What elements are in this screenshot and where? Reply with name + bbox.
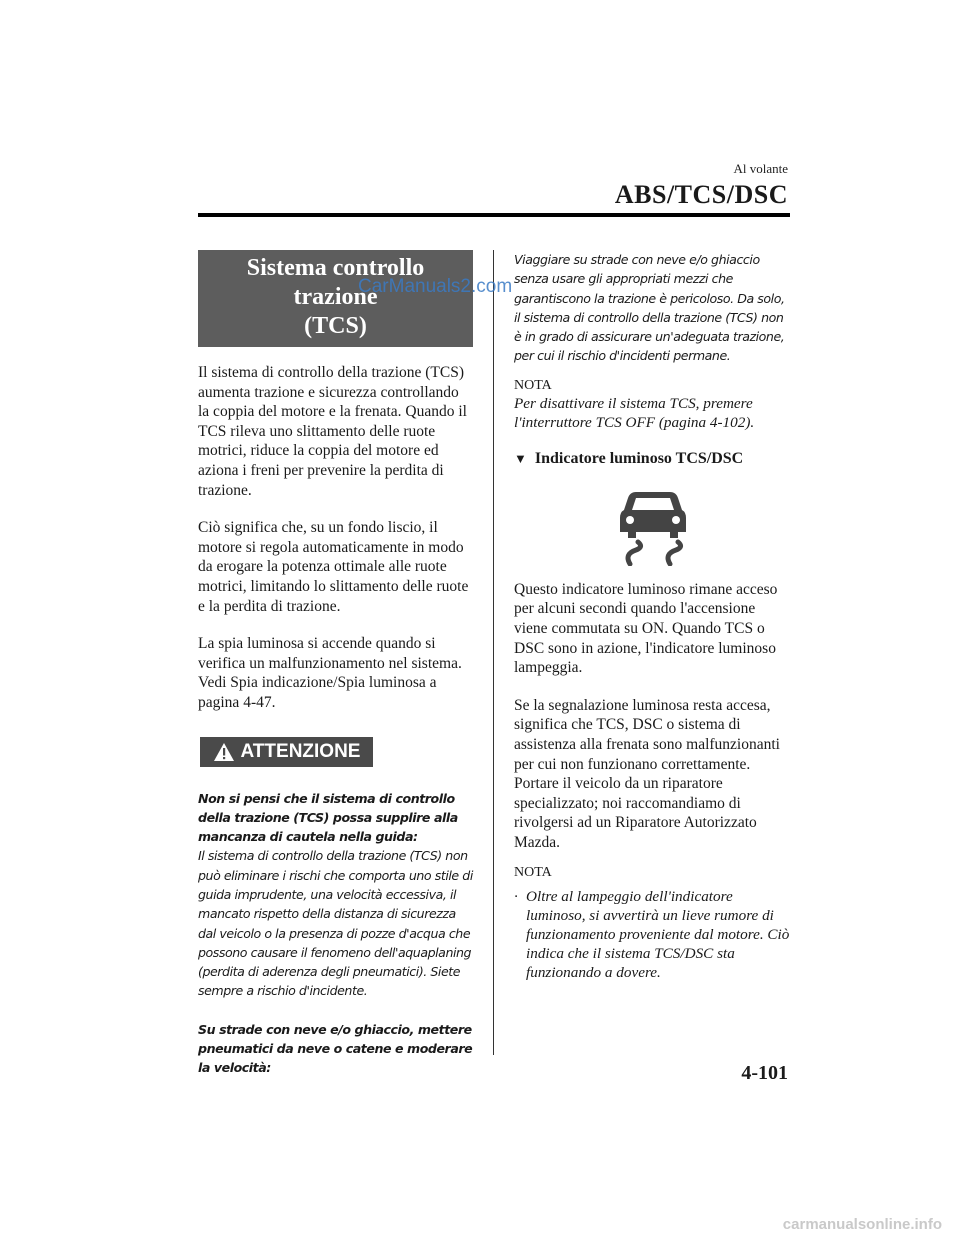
warning-triangle-icon bbox=[213, 742, 235, 762]
watermark-bottom: carmanualsonline.info bbox=[782, 1216, 942, 1233]
warning-box bbox=[200, 737, 373, 767]
tcs-dsc-indicator bbox=[618, 488, 688, 566]
warning-light-paragraph: La spia luminosa si accende quando si verifica un malfunzionamento nel sistema. Vedi Spia indicazione/Spia luminosa a pagina 4-47. bbox=[198, 635, 462, 711]
indicator-paragraph-1: Questo indicatore luminoso rimane acceso per alcuni secondi quando l'accensione viene commutata su ON. Quando TCS o DSC sono in azione, l'indicatore luminoso lampeggia. bbox=[514, 580, 778, 677]
warning-text-2: Viaggiare su strade con neve e/o ghiaccio senza usare gli appropriati mezzi che garantiscono la trazione è pericoloso. Da solo, il sistema di controllo della trazione (TCS) non è in grado di assicurare un'adeguata trazione, per cui il rischio d'incidenti permane. bbox=[514, 252, 785, 364]
warning-text-1: Il sistema di controllo della trazione (TCS) non può eliminare i rischi che comporta uno stile di guida imprudente, una velocità eccessiva, il mancato rispetto della distanza di sicurezza dal veicolo o la presenza di pozze d'acqua che possono causare il fenomeno dell'aquaplaning (perdita di aderenza degli pneumatici). Siete sempre a rischio d'incidente. bbox=[198, 848, 473, 999]
left-column bbox=[198, 250, 473, 1078]
warning-bold-1: Non si pensi che il sistema di controllo della trazione (TCS) possa supplire alla mancanza di cautela nella guida: bbox=[198, 790, 458, 845]
nota-label: NOTA bbox=[514, 377, 552, 393]
right-column bbox=[514, 250, 790, 982]
page-header-title: ABS/TCS/DSC bbox=[614, 180, 788, 209]
nota-text: Per disattivare il sistema TCS, premere l'interruttore TCS OFF (pagina 4-102). bbox=[514, 394, 755, 431]
indicator-paragraph-2: Se la segnalazione luminosa resta accesa, significa che TCS, DSC o sistema di assistenza alla frenata sono malfunzionanti per cui non funzionano correttamente. Portare il veicolo da un riparatore specializzato; noi raccomandiamo di rivolgersi ad un Riparatore Autorizzato Mazda. bbox=[514, 696, 780, 851]
warning-label: ATTENZIONE bbox=[240, 740, 361, 762]
bullet-dot-icon: · bbox=[514, 887, 518, 905]
watermark-top: CarManuals2.com bbox=[358, 276, 513, 297]
warning-bold-2: Su strade con neve e/o ghiaccio, mettere pneumatici da neve o catene e moderare la velocità: bbox=[198, 1021, 473, 1076]
indicator-heading-text: Indicatore luminoso TCS/DSC bbox=[534, 449, 744, 467]
nota-bullet-item bbox=[514, 887, 790, 982]
section-title-line2: (TCS) bbox=[304, 313, 367, 339]
slippery-surface-paragraph: Ciò significa che, su un fondo liscio, il motore si regola automaticamente in modo da erogare la potenza ottimale alle ruote motrici, limitando lo slittamento delle ruote e la perdita di trazione. bbox=[198, 519, 469, 615]
section-title-line1: Sistema controllo trazione bbox=[246, 255, 425, 310]
tcs-dsc-skidding-car-icon bbox=[618, 488, 688, 566]
nota-bullet-text: Oltre al lampeggio dell'indicatore luminoso, si avvertirà un lieve rumore di funzionamento proveniente dal motore. Ciò indica che il sistema TCS/DSC sta funzionando a dovere. bbox=[526, 887, 790, 981]
indicator-heading bbox=[514, 450, 790, 468]
nota-label-2: NOTA bbox=[514, 864, 552, 880]
intro-paragraph: Il sistema di controllo della trazione (TCS) aumenta trazione e sicurezza controllando la coppia del motore e la frenata. Quando il TCS rileva uno slittamento delle ruote motrici, riduce la coppia del motore ed aziona i freni per prevenire la perdita di trazione. bbox=[198, 364, 467, 499]
header-rule bbox=[198, 213, 790, 217]
column-divider bbox=[493, 250, 494, 1055]
section-triangle-icon: ▼ bbox=[514, 450, 527, 466]
nota-bullet-list bbox=[514, 887, 790, 982]
chapter-subtitle: Al volante bbox=[733, 161, 788, 176]
section-title-banner bbox=[198, 250, 473, 347]
page-number: 4-101 bbox=[741, 1062, 788, 1084]
